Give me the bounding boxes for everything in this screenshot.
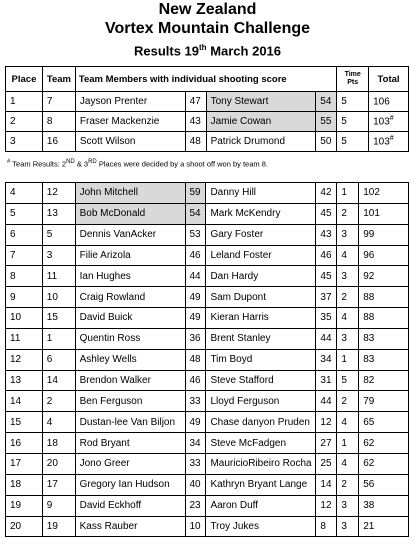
table-row <box>6 112 409 132</box>
table-row <box>6 433 409 454</box>
member2-cell: Danny Hill <box>206 183 316 204</box>
team-cell: 19 <box>42 516 75 537</box>
team-cell: 11 <box>42 266 75 287</box>
total-cell: 56 <box>359 474 409 495</box>
place-cell: 17 <box>6 453 43 474</box>
score2-cell: 25 <box>316 453 337 474</box>
member1-cell: Craig Rowland <box>75 287 185 308</box>
total-cell: 79 <box>359 391 409 412</box>
time-cell: 1 <box>337 183 359 204</box>
member2-cell: Patrick Drumond <box>206 132 316 152</box>
member1-cell: Gregory Ian Hudson <box>75 474 185 495</box>
table-row <box>6 266 409 287</box>
team-cell: 4 <box>42 412 75 433</box>
time-cell: 2 <box>337 391 359 412</box>
member2-cell: Chase danyon Pruden <box>206 412 316 433</box>
total-cell <box>369 132 409 152</box>
time-cell: 5 <box>337 112 369 132</box>
total-value: 103 <box>373 116 390 128</box>
time-cell: 5 <box>337 370 359 391</box>
member2-cell: Kathryn Bryant Lange <box>206 474 316 495</box>
score2-cell: 54 <box>316 92 337 112</box>
total-header: Total <box>369 67 409 92</box>
place-cell: 10 <box>6 308 43 329</box>
score2-cell: 37 <box>316 287 337 308</box>
time-cell: 3 <box>337 495 359 516</box>
total-cell: 83 <box>359 349 409 370</box>
member2-cell: Gary Foster <box>206 224 316 245</box>
place-cell: 3 <box>6 132 43 152</box>
score1-cell: 49 <box>185 287 206 308</box>
note-sup: RD <box>88 159 97 165</box>
score2-cell: 45 <box>316 266 337 287</box>
team-cell: 18 <box>42 433 75 454</box>
score2-cell: 42 <box>316 183 337 204</box>
time-label: Time <box>344 71 361 78</box>
team-cell: 13 <box>42 203 75 224</box>
total-cell: 62 <box>359 433 409 454</box>
team-cell: 10 <box>42 287 75 308</box>
team-cell: 12 <box>42 183 75 204</box>
place-cell: 8 <box>6 266 43 287</box>
table-row <box>6 516 409 537</box>
table-row <box>6 224 409 245</box>
total-cell: 82 <box>359 370 409 391</box>
team-cell: 2 <box>42 391 75 412</box>
note-text: Places were decided by a shoot off won by team 8. <box>96 159 268 169</box>
table-row <box>6 412 409 433</box>
score2-cell: 8 <box>316 516 337 537</box>
member2-cell: MauricioRibeiro Rocha <box>206 453 316 474</box>
time-cell: 5 <box>337 132 369 152</box>
time-cell: 1 <box>337 433 359 454</box>
table-row <box>6 203 409 224</box>
member1-cell: Dustan-lee Van Biljon <box>75 412 185 433</box>
member2-cell: Kieran Harris <box>206 308 316 329</box>
score1-cell: 46 <box>185 370 206 391</box>
total-cell <box>369 112 409 132</box>
table-row <box>6 391 409 412</box>
place-cell: 6 <box>6 224 43 245</box>
place-header: Place <box>6 67 43 92</box>
time-cell: 4 <box>337 412 359 433</box>
team-cell: 16 <box>42 132 75 152</box>
time-cell: 4 <box>337 308 359 329</box>
time-cell: 2 <box>337 203 359 224</box>
member2-cell: Sam Dupont <box>206 287 316 308</box>
time-cell: 2 <box>337 287 359 308</box>
score2-cell: 31 <box>316 370 337 391</box>
table-row <box>6 453 409 474</box>
event-title: Vortex Mountain Challenge <box>104 20 311 37</box>
results-body <box>6 183 409 537</box>
time-cell: 3 <box>337 266 359 287</box>
shootoff-note <box>7 157 268 170</box>
place-cell: 15 <box>6 412 43 433</box>
table-row <box>6 245 409 266</box>
total-cell: 96 <box>359 245 409 266</box>
member2-cell: Jamie Cowan <box>206 112 316 132</box>
table-row <box>6 474 409 495</box>
member1-cell: Brendon Walker <box>75 370 185 391</box>
results-date <box>0 38 415 60</box>
note-sup: ND <box>66 159 75 165</box>
team-cell: 5 <box>42 224 75 245</box>
member2-cell: Steve McFadgen <box>206 433 316 454</box>
member2-cell: Tony Stewart <box>206 92 316 112</box>
note-mark: # <box>7 159 11 165</box>
table-row <box>6 370 409 391</box>
score2-cell: 44 <box>316 391 337 412</box>
table-row <box>6 287 409 308</box>
score1-cell: 33 <box>185 453 206 474</box>
total-cell: 92 <box>359 266 409 287</box>
score2-cell: 45 <box>316 203 337 224</box>
score1-cell: 49 <box>185 308 206 329</box>
place-cell: 20 <box>6 516 43 537</box>
total-cell: 88 <box>359 287 409 308</box>
total-cell: 21 <box>359 516 409 537</box>
place-cell: 18 <box>6 474 43 495</box>
time-cell: 3 <box>337 328 359 349</box>
team-cell: 6 <box>42 349 75 370</box>
total-cell: 65 <box>359 412 409 433</box>
place-cell: 16 <box>6 433 43 454</box>
total-value: 103 <box>373 136 390 148</box>
members-header: Team Members with individual shooting score <box>75 67 336 92</box>
total-value: 106 <box>373 96 390 108</box>
member1-cell: David Buick <box>75 308 185 329</box>
table-row <box>6 349 409 370</box>
member1-cell: Ian Hughes <box>75 266 185 287</box>
table-row <box>6 328 409 349</box>
member1-cell: Bob McDonald <box>75 203 185 224</box>
top-three-table <box>5 66 409 152</box>
total-cell: 99 <box>359 224 409 245</box>
score2-cell: 50 <box>316 132 337 152</box>
score1-cell: 49 <box>185 412 206 433</box>
member1-cell: Fraser Mackenzie <box>75 112 185 132</box>
member1-cell: David Eckhoff <box>75 495 185 516</box>
place-cell: 14 <box>6 391 43 412</box>
place-cell: 19 <box>6 495 43 516</box>
table-row <box>6 308 409 329</box>
score2-cell: 27 <box>316 433 337 454</box>
time-cell: 1 <box>337 349 359 370</box>
team-cell: 20 <box>42 453 75 474</box>
total-cell: 83 <box>359 328 409 349</box>
score2-cell: 12 <box>316 495 337 516</box>
score1-cell: 10 <box>185 516 206 537</box>
place-cell: 7 <box>6 245 43 266</box>
note-text: Team Results: 2 <box>10 159 67 169</box>
total-cell: 38 <box>359 495 409 516</box>
time-pts-header <box>337 67 369 92</box>
member2-cell: Dan Hardy <box>206 266 316 287</box>
total-cell: 101 <box>359 203 409 224</box>
score1-cell: 59 <box>185 183 206 204</box>
member2-cell: Aaron Duff <box>206 495 316 516</box>
shootoff-mark: # <box>389 115 394 123</box>
score2-cell: 43 <box>316 224 337 245</box>
table-row <box>6 92 409 112</box>
total-cell: 102 <box>359 183 409 204</box>
score1-cell: 33 <box>185 391 206 412</box>
total-cell: 88 <box>359 308 409 329</box>
score1-cell: 44 <box>185 266 206 287</box>
member2-cell: Troy Jukes <box>206 516 316 537</box>
place-cell: 13 <box>6 370 43 391</box>
note-text: & 3 <box>74 159 89 169</box>
date-prefix: Results 19 <box>133 43 200 59</box>
score1-cell: 36 <box>185 328 206 349</box>
score2-cell: 55 <box>316 112 337 132</box>
shootoff-mark: # <box>389 135 394 143</box>
score1-cell: 48 <box>185 349 206 370</box>
team-cell: 14 <box>42 370 75 391</box>
team-cell: 9 <box>42 495 75 516</box>
place-cell: 1 <box>6 92 43 112</box>
member1-cell: Jayson Prenter <box>75 92 185 112</box>
score1-cell: 46 <box>185 245 206 266</box>
member2-cell: Leland Foster <box>206 245 316 266</box>
score1-cell: 23 <box>185 495 206 516</box>
table-row <box>6 183 409 204</box>
member2-cell: Brent Stanley <box>206 328 316 349</box>
time-cell: 4 <box>337 453 359 474</box>
time-cell: 4 <box>337 245 359 266</box>
team-cell: 15 <box>42 308 75 329</box>
team-cell: 1 <box>42 328 75 349</box>
score1-cell: 48 <box>185 132 206 152</box>
time-cell: 3 <box>337 224 359 245</box>
member1-cell: John Mitchell <box>75 183 185 204</box>
member2-cell: Steve Stafford <box>206 370 316 391</box>
time-cell: 5 <box>337 92 369 112</box>
place-cell: 4 <box>6 183 43 204</box>
score2-cell: 46 <box>316 245 337 266</box>
total-cell <box>369 92 409 112</box>
place-cell: 12 <box>6 349 43 370</box>
time-cell: 2 <box>337 474 359 495</box>
pts-label: Pts <box>347 79 359 86</box>
date-sup: th <box>199 43 207 52</box>
results-header <box>0 0 415 60</box>
member1-cell: Ashley Wells <box>75 349 185 370</box>
team-cell: 7 <box>42 92 75 112</box>
score1-cell: 47 <box>185 92 206 112</box>
member1-cell: Jono Greer <box>75 453 185 474</box>
total-cell: 62 <box>359 453 409 474</box>
score1-cell: 34 <box>185 433 206 454</box>
remaining-places-table <box>5 182 409 537</box>
place-cell: 5 <box>6 203 43 224</box>
score2-cell: 14 <box>316 474 337 495</box>
date-suffix: March 2016 <box>206 43 282 59</box>
member1-cell: Filie Arizola <box>75 245 185 266</box>
table-row <box>6 495 409 516</box>
place-cell: 2 <box>6 112 43 132</box>
score2-cell: 12 <box>316 412 337 433</box>
team-cell: 17 <box>42 474 75 495</box>
header-row <box>6 67 409 92</box>
score1-cell: 43 <box>185 112 206 132</box>
country-title: New Zealand <box>158 1 257 18</box>
place-cell: 9 <box>6 287 43 308</box>
team-header: Team <box>42 67 75 92</box>
member1-cell: Ben Ferguson <box>75 391 185 412</box>
member1-cell: Scott Wilson <box>75 132 185 152</box>
score2-cell: 44 <box>316 328 337 349</box>
team-cell: 8 <box>42 112 75 132</box>
member2-cell: Mark McKendry <box>206 203 316 224</box>
member1-cell: Kass Rauber <box>75 516 185 537</box>
time-cell: 3 <box>337 516 359 537</box>
score1-cell: 40 <box>185 474 206 495</box>
score1-cell: 54 <box>185 203 206 224</box>
score1-cell: 53 <box>185 224 206 245</box>
member1-cell: Quentin Ross <box>75 328 185 349</box>
score2-cell: 35 <box>316 308 337 329</box>
member1-cell: Dennis VanAcker <box>75 224 185 245</box>
table-row <box>6 132 409 152</box>
team-cell: 3 <box>42 245 75 266</box>
member1-cell: Rod Bryant <box>75 433 185 454</box>
member2-cell: Lloyd Ferguson <box>206 391 316 412</box>
place-cell: 11 <box>6 328 43 349</box>
score2-cell: 34 <box>316 349 337 370</box>
member2-cell: Tim Boyd <box>206 349 316 370</box>
